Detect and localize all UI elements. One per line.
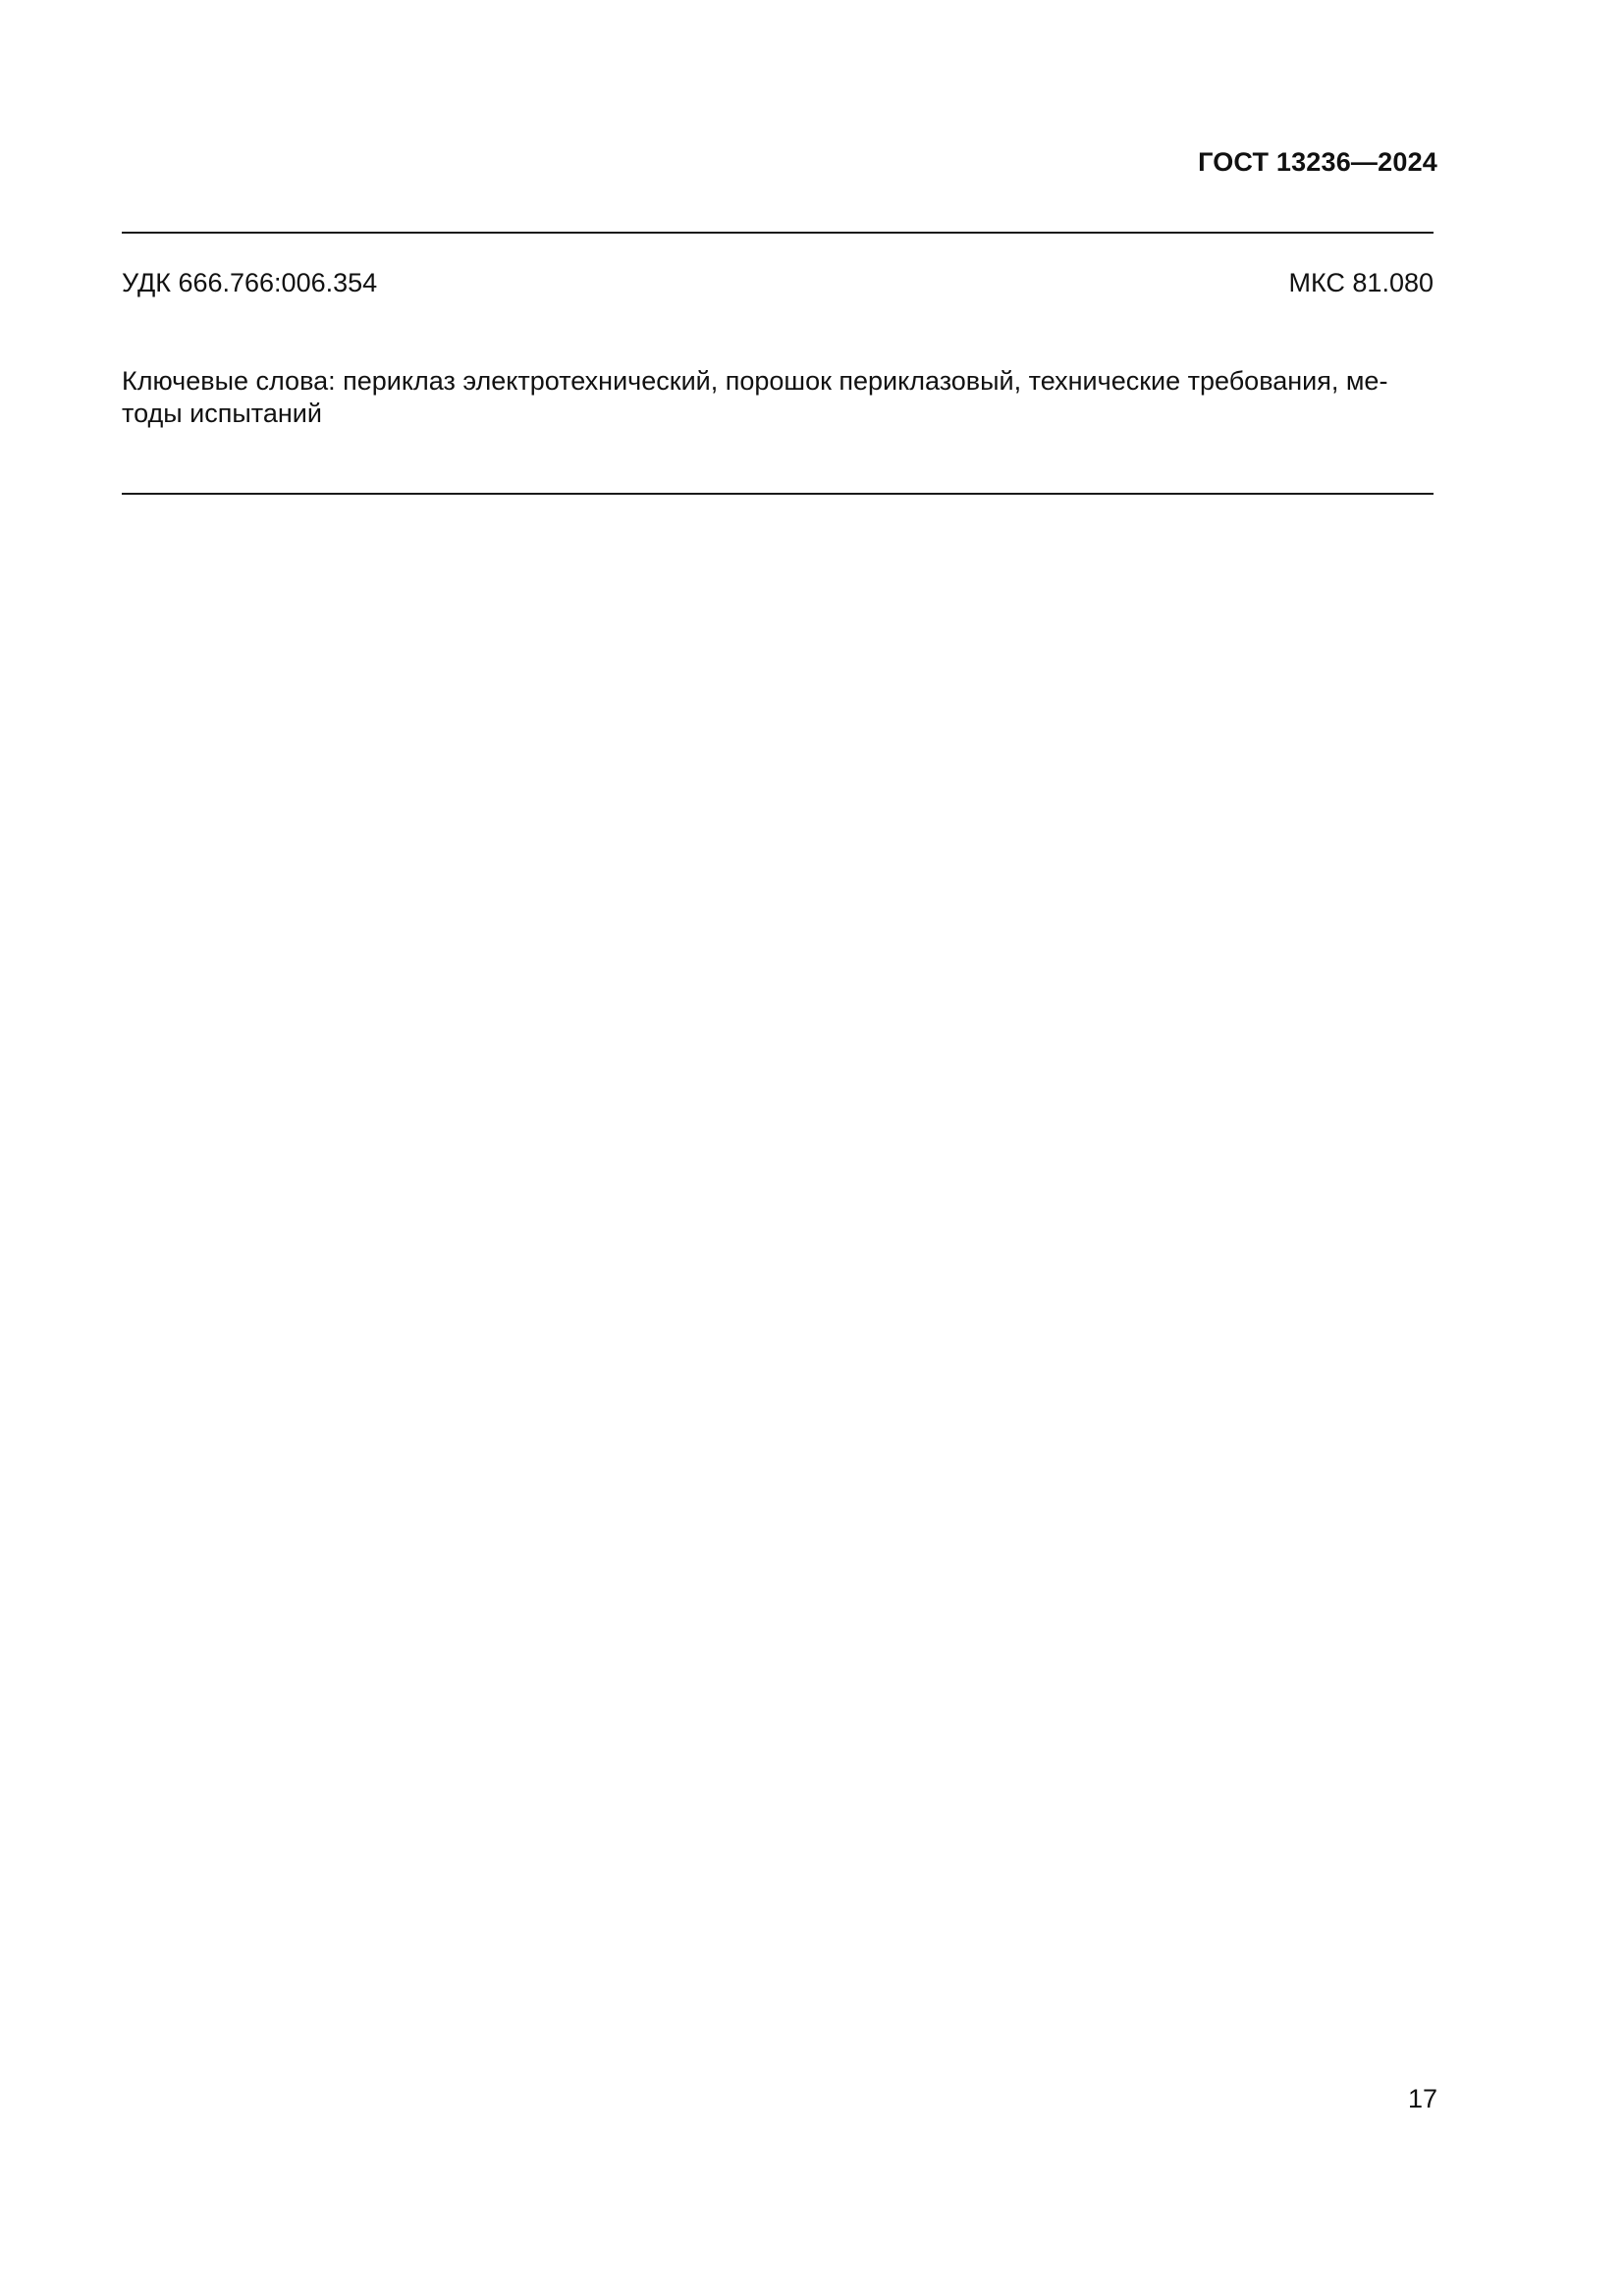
top-divider	[122, 232, 1434, 234]
udk-code: УДК 666.766:006.354	[122, 268, 378, 297]
bottom-divider	[122, 493, 1434, 495]
page-number: 17	[1407, 2084, 1437, 2113]
keywords-line-1: Ключевые слова: периклаз электротехнический, порошок периклазовый, технические требования, ме-	[122, 366, 1388, 396]
document-code: ГОСТ 13236—2024	[1198, 147, 1437, 177]
keywords-line-2: тоды испытаний	[122, 399, 322, 428]
keywords-paragraph	[122, 365, 1434, 430]
mks-code: МКС 81.080	[1288, 268, 1434, 297]
